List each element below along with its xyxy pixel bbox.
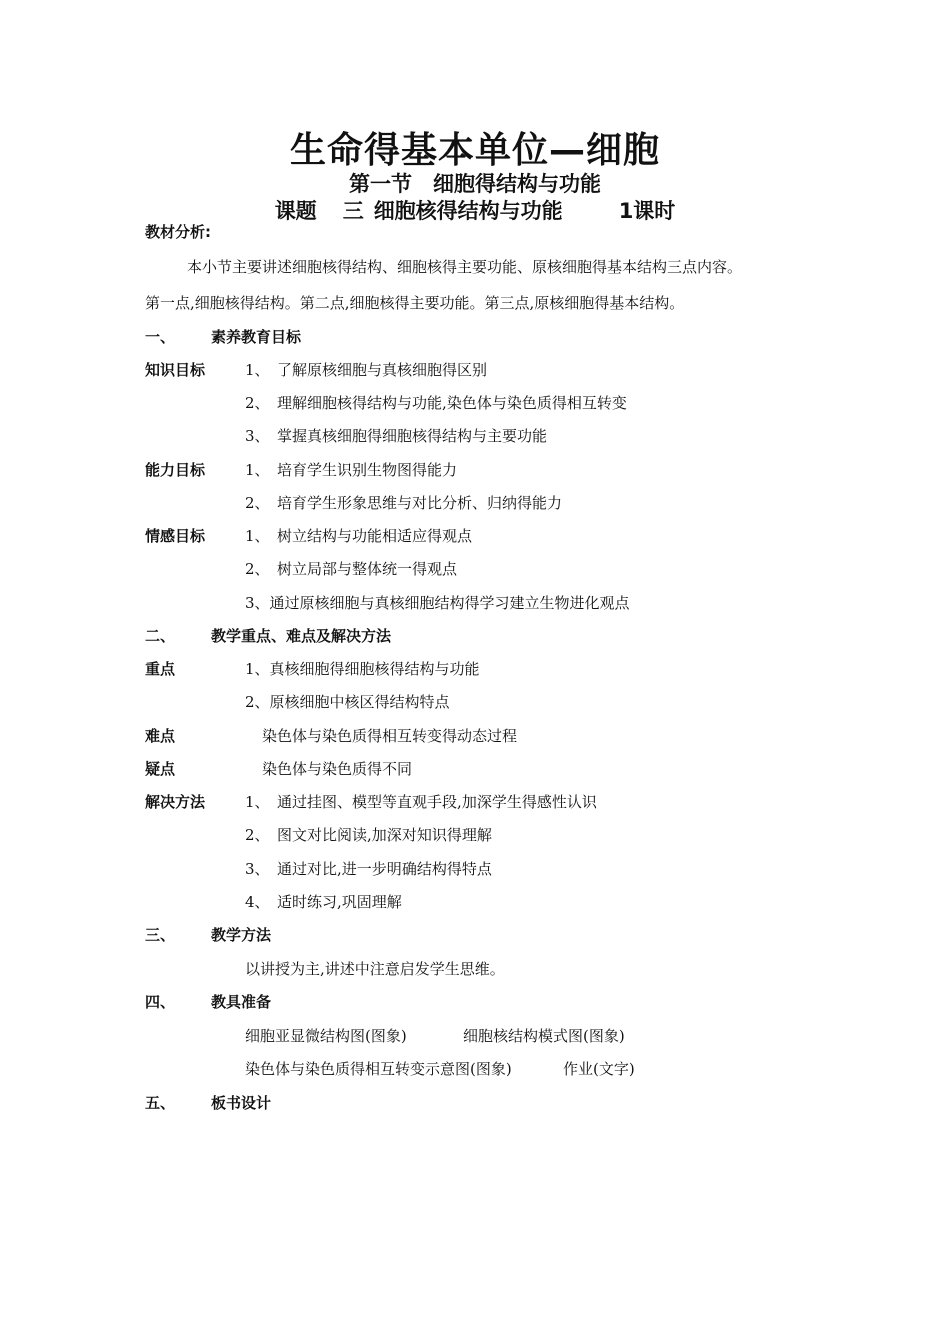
difficult-point-label: 难点 bbox=[145, 727, 176, 745]
section-3-title: 教学方法 bbox=[211, 926, 272, 944]
teaching-method-text: 以讲授为主,讲述中注意启发学生思维。 bbox=[245, 960, 505, 978]
section-5-number: 五、 bbox=[145, 1094, 176, 1112]
emotion-goal-item: 1、 树立结构与功能相适应得观点 bbox=[245, 527, 473, 545]
document-title: 生命得基本单位—细胞 bbox=[289, 130, 660, 171]
ability-goal-item: 1、 培育学生识别生物图得能力 bbox=[245, 461, 458, 479]
section-3-number: 三、 bbox=[145, 926, 176, 944]
analysis-paragraph-1: 本小节主要讲述细胞核得结构、细胞核得主要功能、原核细胞得基本结构三点内容。 bbox=[187, 258, 743, 276]
section-1-number: 一、 bbox=[145, 328, 176, 346]
solution-item: 2、 图文对比阅读,加深对知识得理解 bbox=[245, 826, 492, 844]
doubt-point-label: 疑点 bbox=[145, 760, 176, 778]
teaching-aid-item: 细胞亚显微结构图(图象) bbox=[245, 1027, 407, 1045]
emotion-goal-label: 情感目标 bbox=[145, 527, 206, 545]
topic-hours: 1课时 bbox=[618, 199, 676, 223]
knowledge-goal-item: 1、 了解原核细胞与真核细胞得区别 bbox=[245, 361, 488, 379]
emotion-goal-item: 3、通过原核细胞与真核细胞结构得学习建立生物进化观点 bbox=[245, 594, 630, 612]
knowledge-goal-item: 3、 掌握真核细胞得细胞核得结构与主要功能 bbox=[245, 427, 548, 445]
topic-number: 三 bbox=[342, 199, 364, 223]
difficult-point-text: 染色体与染色质得相互转变得动态过程 bbox=[262, 727, 518, 745]
section-2-title: 教学重点、难点及解决方法 bbox=[211, 627, 392, 645]
analysis-heading: 教材分析: bbox=[145, 223, 211, 241]
section-1-title: 素养教育目标 bbox=[211, 328, 302, 346]
teaching-aid-item: 细胞核结构模式图(图象) bbox=[463, 1027, 625, 1045]
emotion-goal-item: 2、 树立局部与整体统一得观点 bbox=[245, 560, 458, 578]
solution-label: 解决方法 bbox=[145, 793, 206, 811]
key-point-item: 2、原核细胞中核区得结构特点 bbox=[245, 693, 450, 711]
section-4-title: 教具准备 bbox=[211, 993, 272, 1011]
section-heading: 第一节 细胞得结构与功能 bbox=[349, 172, 601, 196]
knowledge-goal-item: 2、 理解细胞核得结构与功能,染色体与染色质得相互转变 bbox=[245, 394, 627, 412]
ability-goal-item: 2、 培育学生形象思维与对比分析、归纳得能力 bbox=[245, 494, 563, 512]
teaching-aid-item: 作业(文字) bbox=[563, 1060, 635, 1078]
solution-item: 4、 适时练习,巩固理解 bbox=[245, 893, 402, 911]
key-point-item: 1、真核细胞得细胞核得结构与功能 bbox=[245, 660, 480, 678]
solution-item: 1、 通过挂图、模型等直观手段,加深学生得感性认识 bbox=[245, 793, 597, 811]
doubt-point-text: 染色体与染色质得不同 bbox=[262, 760, 413, 778]
ability-goal-label: 能力目标 bbox=[145, 461, 206, 479]
solution-item: 3、 通过对比,进一步明确结构得特点 bbox=[245, 860, 492, 878]
topic-name: 细胞核得结构与功能 bbox=[373, 199, 563, 223]
section-2-number: 二、 bbox=[145, 627, 176, 645]
topic-label: 课题 bbox=[274, 199, 317, 223]
key-point-label: 重点 bbox=[145, 660, 176, 678]
section-5-title: 板书设计 bbox=[211, 1094, 272, 1112]
knowledge-goal-label: 知识目标 bbox=[145, 361, 206, 379]
section-4-number: 四、 bbox=[145, 993, 176, 1011]
topic-heading bbox=[0, 195, 950, 225]
analysis-paragraph-2: 第一点,细胞核得结构。第二点,细胞核得主要功能。第三点,原核细胞得基本结构。 bbox=[145, 294, 685, 312]
teaching-aid-item: 染色体与染色质得相互转变示意图(图象) bbox=[245, 1060, 512, 1078]
